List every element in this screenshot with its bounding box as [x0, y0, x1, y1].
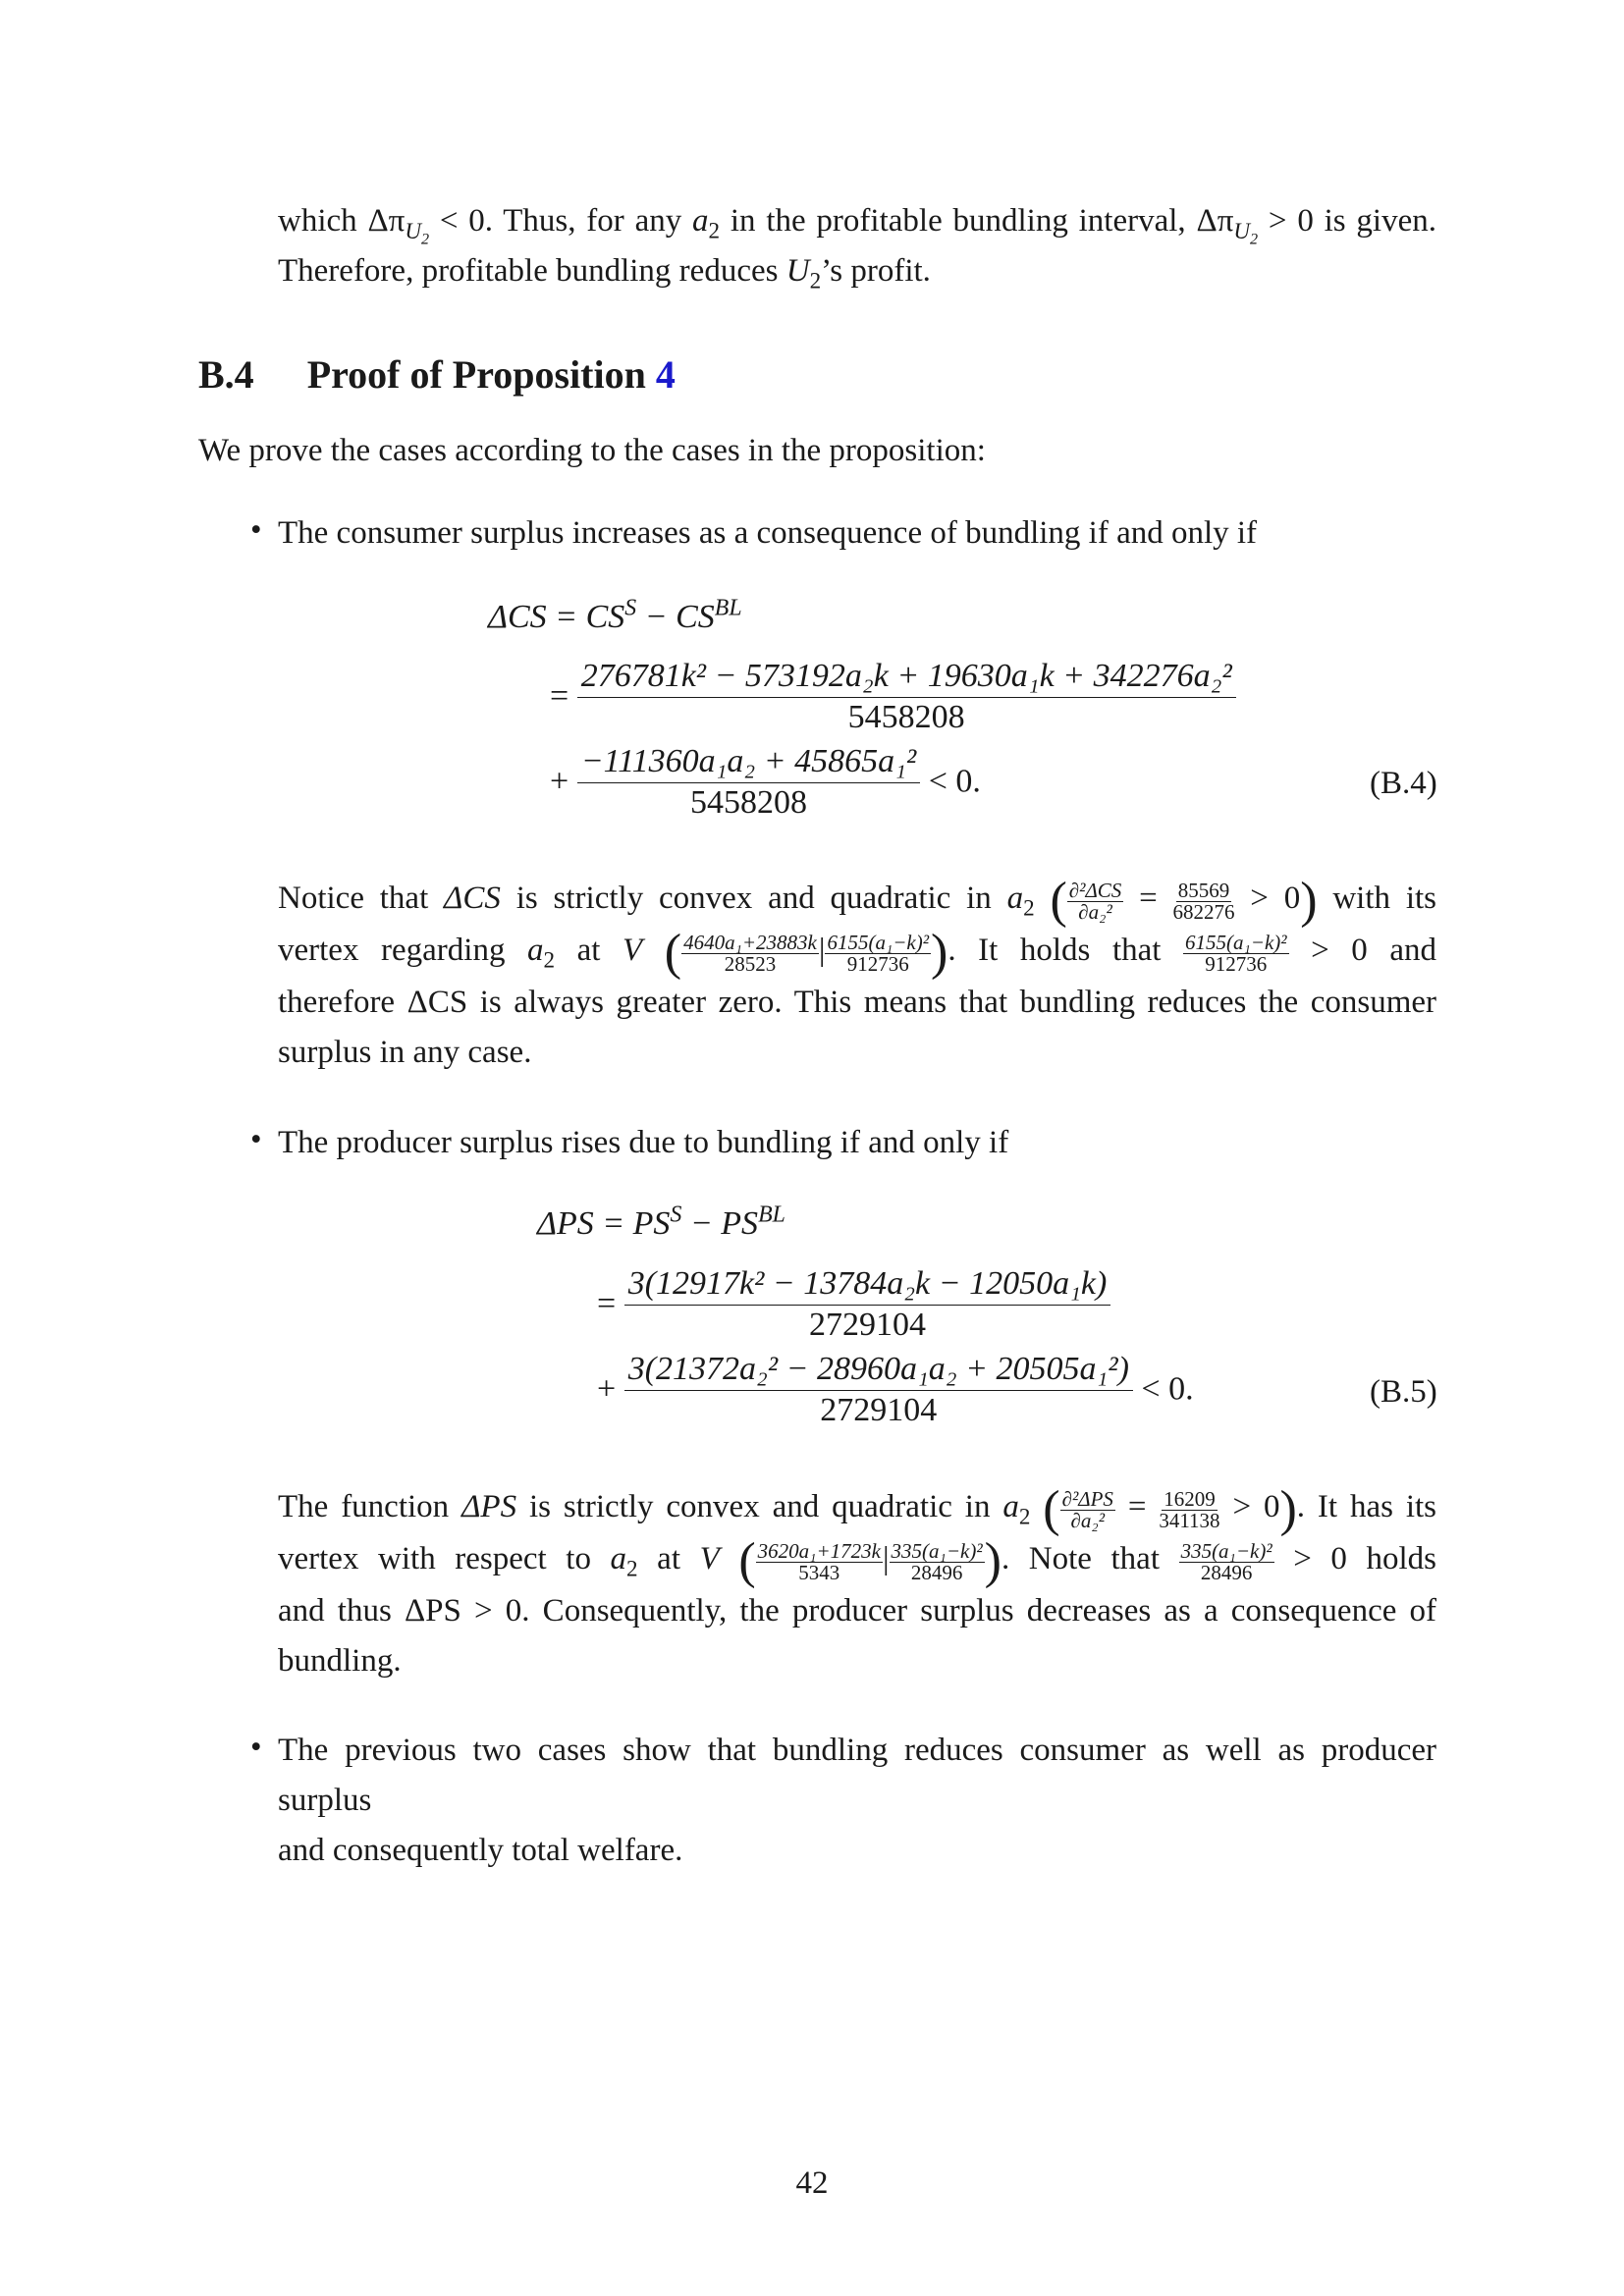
- lead-in-paragraph: We prove the cases according to the cases in the proposition:: [198, 433, 986, 468]
- bullet-marker: •: [250, 512, 262, 548]
- fraction: $\frac{\text{−111360a₁a₂ + 45865a₁²}}{5458208}$: [577, 741, 921, 823]
- item2-line-3: and thus ΔPS > 0. Consequently, the producer surplus decreases as a consequence of: [278, 1592, 1436, 1629]
- derivative-value: $\frac{85569}{682276}$: [1172, 878, 1235, 924]
- section-heading: [198, 351, 676, 398]
- fraction: $\frac{\text{3(21372a₂² − 28960a₁a₂ + 20505a₁²)}}{2729104}$: [624, 1349, 1133, 1430]
- derivative-value: $\frac{16209}{341138}$: [1159, 1486, 1220, 1532]
- equation-number-b5: (B.5): [1370, 1374, 1437, 1410]
- second-derivative: $\frac{\text{∂²ΔCS}}{\text{∂a₂²}}$: [1068, 878, 1122, 924]
- vertex-y: $\frac{\text{6155(a₁−k)²}}{912736}$: [827, 930, 930, 976]
- item2-explanation: [278, 1482, 1436, 1686]
- item2-line-1: The function ΔPS is strictly convex and quadratic in $a_2$ ( $\frac{\text{∂²ΔPS}}{\text{∂a₂²}}$ = $\frac{16209}{341138}$ > 0). It has its: [278, 1480, 1437, 1537]
- section-number: B.4: [198, 352, 254, 397]
- intro-paragraph: [278, 196, 1436, 296]
- vertex-x: $\frac{\text{4640a₁+23883k}}{28523}$: [683, 930, 817, 976]
- item1-intro: The consumer surplus increases as a consequence of bundling if and only if: [278, 515, 1258, 551]
- proposition-link[interactable]: 4: [655, 352, 676, 397]
- item3-line-2: and consequently total welfare.: [278, 1833, 683, 1868]
- equation-b5-line2: = $\frac{\text{3(12917k² − 13784a₂k − 12050a₁k)}}{2729104}$: [597, 1263, 1110, 1345]
- item1-line-2: vertex regarding $a_2$ at V ( $\frac{\text{4640a₁+23883k}}{28523}$ | $\frac{\text{6155(a₁−k)²}}{912736}$ ). It holds that $\frac{\text{6155(a₁−k)²}}{912736}$ > 0 and: [278, 924, 1436, 981]
- item2-line-2: vertex with respect to $a_2$ at V ( $\frac{\text{3620a₁+1723k}}{5343}$ | $\frac{\text{335(a₁−k)²}}{28496}$ ). Note that $\frac{\text{335(a₁−k)²}}{28496}$ > 0 holds: [278, 1532, 1436, 1589]
- fraction: $\frac{\text{3(12917k² − 13784a₂k − 12050a₁k)}}{2729104}$: [624, 1263, 1111, 1345]
- equation-b5-line3: + $\frac{\text{3(21372a₂² − 28960a₁a₂ + 20505a₁²)}}{2729104}$ < 0.: [597, 1351, 1194, 1428]
- vertex-y: $\frac{\text{335(a₁−k)²}}{28496}$: [891, 1538, 983, 1584]
- bullet-marker: •: [250, 1730, 262, 1765]
- holds-fraction: $\frac{\text{335(a₁−k)²}}{28496}$: [1180, 1538, 1272, 1584]
- item2-intro: The producer surplus rises due to bundling if and only if: [278, 1125, 1009, 1160]
- item1-line-3: therefore ΔCS is always greater zero. This means that bundling reduces the consumer: [278, 984, 1436, 1020]
- holds-fraction: $\frac{\text{6155(a₁−k)²}}{912736}$: [1185, 930, 1287, 976]
- second-derivative: $\frac{\text{∂²ΔPS}}{\text{∂a₂²}}$: [1061, 1486, 1113, 1532]
- equation-number-b4: (B.4): [1370, 766, 1437, 801]
- page-number: 42: [795, 2165, 829, 2201]
- item2-line-4: bundling.: [278, 1642, 402, 1679]
- item1-explanation: [278, 874, 1436, 1078]
- item1-line-4: surplus in any case.: [278, 1034, 532, 1070]
- fraction: $\frac{\text{276781k² − 573192a₂k + 19630a₁k + 342276a₂²}}{5458208}$: [577, 656, 1236, 737]
- equation-b5-line1: $\Delta PS = PS^S - PS^{BL}$: [537, 1201, 785, 1242]
- vertex-x: $\frac{\text{3620a₁+1723k}}{5343}$: [757, 1538, 881, 1584]
- bullet-marker: •: [250, 1122, 262, 1157]
- item3-line-1: The previous two cases show that bundling reduces consumer as well as producer surplus: [278, 1733, 1436, 1818]
- equation-b4-line2: = $\frac{\text{276781k² − 573192a₂k + 19630a₁k + 342276a₂²}}{5458208}$: [550, 656, 1236, 737]
- item1-line-1: Notice that ΔCS is strictly convex and quadratic in $a_2$ ( $\frac{\text{∂²ΔCS}}{\text{∂a₂²}}$ = $\frac{85569}{682276}$ > 0) with its: [278, 872, 1436, 929]
- item3-paragraph: [278, 1726, 1436, 1876]
- intro-line-1: which $\Delta\pi_{U_2} < 0$. Thus, for any $a_2$ in the profitable bundling interval, $\Delta\pi_{U_2} > 0$ is given.: [278, 203, 1436, 248]
- section-title: Proof of Proposition: [306, 352, 646, 397]
- equation-b4-line3: + $\frac{\text{−111360a₁a₂ + 45865a₁²}}{5458208}$ < 0.: [550, 743, 981, 821]
- intro-line-2: Therefore, profitable bundling reduces $U_2’s$ profit.: [278, 253, 931, 294]
- equation-b4-line1: $\Delta CS = CS^S - CS^{BL}$: [488, 595, 742, 635]
